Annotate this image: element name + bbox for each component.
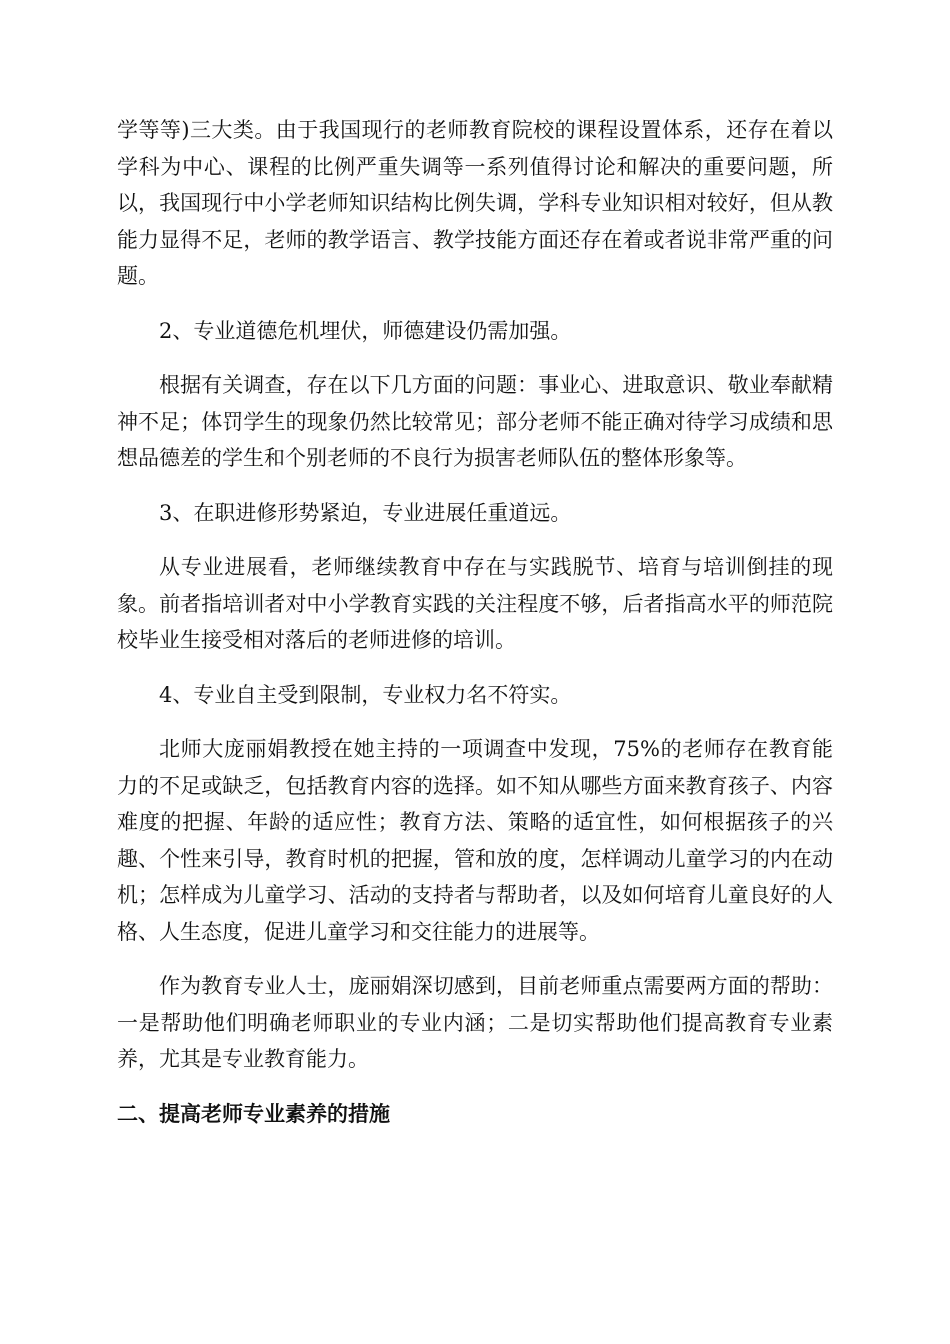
document-page (117, 112, 833, 1132)
paragraph-pang-lijuan-survey: 北师大庞丽娟教授在她主持的一项调查中发现，75%的老师存在教育能力的不足或缺乏，包括教育内容的选择。如不知从哪些方面来教育孩子、内容难度的把握、年龄的适应性；教育方法、策略的适宜性，如何根据孩子的兴趣、个性来引导，教育时机的把握，管和放的度，怎样调动儿童学习的内在动机；怎样成为儿童学习、活动的支持者与帮助者，以及如何培育儿童良好的人格、人生态度，促进儿童学习和交往能力的进展等。 (117, 737, 833, 944)
paragraph-point-2: 2、专业道德危机埋伏，师德建设仍需加强。 (159, 318, 572, 343)
paragraph-two-needs: 作为教育专业人士，庞丽娟深切感到，目前老师重点需要两方面的帮助：一是帮助他们明确老师职业的专业内涵；二是切实帮助他们提高教育专业素养，尤其是专业教育能力。 (117, 974, 833, 1071)
paragraph-point-3: 3、在职进修形势紧迫，专业进展任重道远。 (159, 500, 572, 525)
paragraph-point-4: 4、专业自主受到限制，专业权力名不符实。 (159, 682, 572, 707)
paragraph-survey-findings: 根据有关调查，存在以下几方面的问题：事业心、进取意识、敬业奉献精神不足；体罚学生的现象仍然比较常见；部分老师不能正确对待学习成绩和思想品德差的学生和个别老师的不良行为损害老师队伍的整体形象等。 (117, 373, 833, 470)
section-heading: 二、提高老师专业素养的措施 (117, 1100, 390, 1126)
paragraph-continuation: 学等等)三大类。由于我国现行的老师教育院校的课程设置体系，还存在着以学科为中心、课程的比例严重失调等一系列值得讨论和解决的重要问题，所以，我国现行中小学老师知识结构比例失调，学科专业知识相对较好，但从教能力显得不足，老师的教学语言、教学技能方面还存在着或者说非常严重的问题。 (117, 118, 833, 288)
paragraph-professional-development: 从专业进展看，老师继续教育中存在与实践脱节、培育与培训倒挂的现象。前者指培训者对中小学教育实践的关注程度不够，后者指高水平的师范院校毕业生接受相对落后的老师进修的培训。 (117, 555, 833, 652)
